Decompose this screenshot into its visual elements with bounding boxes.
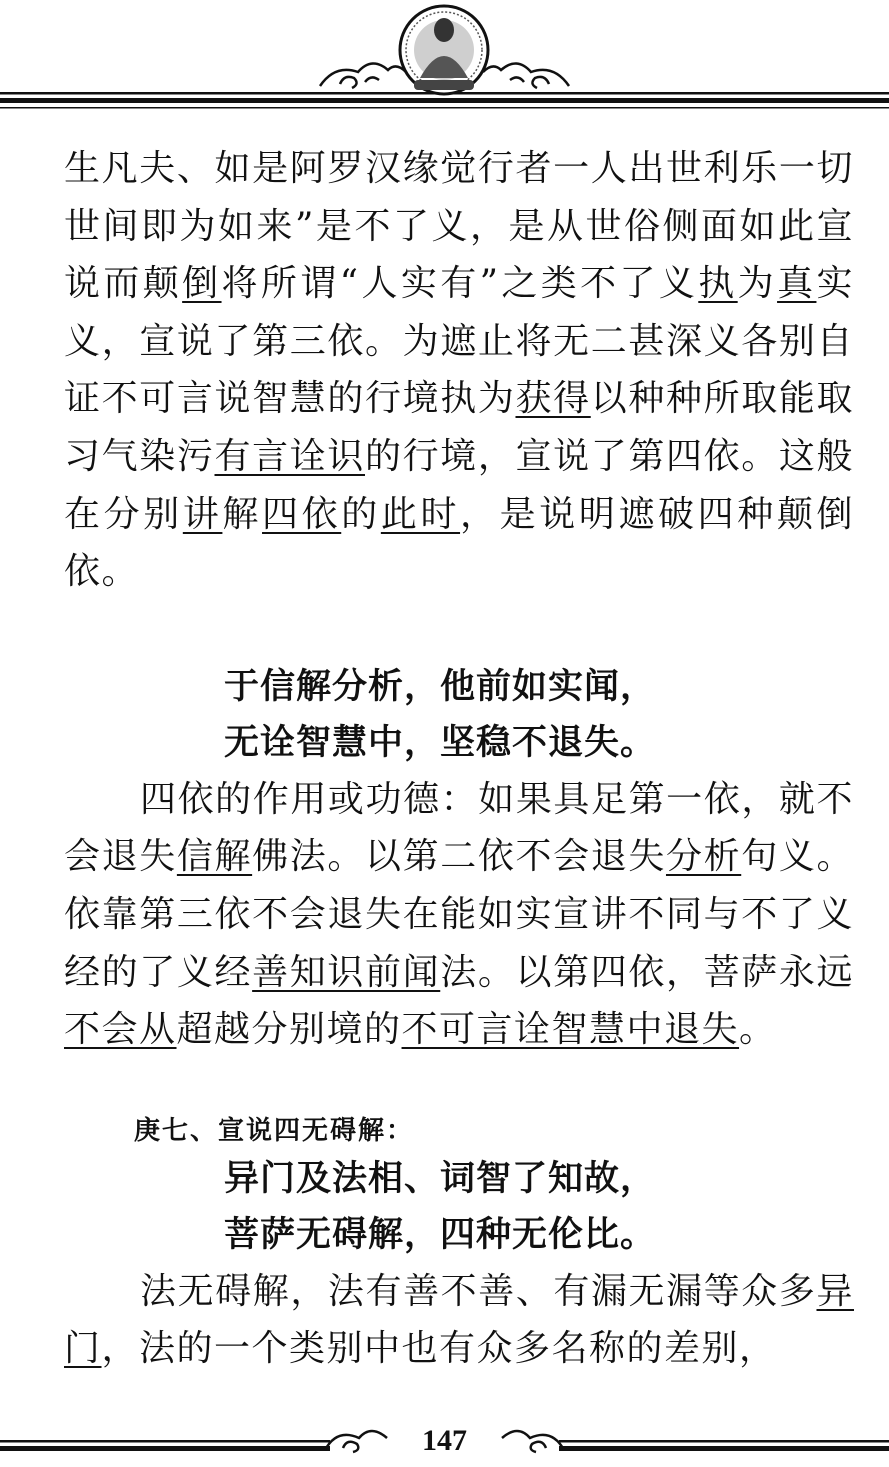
text-run: 句义。依靠第三依不会退失在能如实宣讲不同与不了义经的了义经 [64,836,854,993]
underlined-term: 执 [698,263,738,305]
page-number: 147 [422,1424,467,1457]
underlined-term: 分析 [665,836,742,878]
underlined-term: 善知识前闻 [252,951,441,993]
text-run: ，法的一个类别中也有众多名称的差别， [101,1328,777,1370]
text-run: 的 [341,493,381,535]
text-run: 的行境，宣说了第四依。这般在分别 [64,435,854,535]
verse-line: 无诠智慧中，坚稳不退失。 [224,722,657,763]
cloud-scroll-right-icon [483,63,569,88]
text-run: 以种种所取能取习气染污 [64,378,854,477]
buddha-medallion-icon [400,6,488,94]
underlined-term: 不可言诠智慧中退失 [401,1009,740,1051]
body-paragraph-1 [64,140,854,601]
underlined-term: 有言诠识 [214,435,365,477]
text-run: 四依的作用或功德：如果具足第一依，就不会退失 [64,778,854,878]
underlined-term: 四依 [262,493,342,535]
verse-line: 菩萨无碍解，四种无伦比。 [224,1214,657,1255]
text-run: ，是说明遮破四种颠倒依。 [64,493,854,593]
underlined-term: 此时 [380,493,461,535]
underlined-term: 不会从 [64,1009,177,1051]
text-run: 法。以第四依，菩萨永远 [440,951,854,993]
text-run: 生凡夫、如是阿罗汉缘觉行者一人出世利乐一切世间即为如来”是不了义，是从世俗侧面如此宣说而颠 [64,148,854,305]
text-run: 解 [222,493,263,535]
text-run: 为 [737,263,778,305]
underlined-term: 获得 [515,378,591,420]
text-run: 法无碍解，法有善不善、有漏无漏等众多 [140,1270,817,1312]
underlined-term: 异门 [64,1270,854,1370]
text-run: 佛法。以第二依不会退失 [252,836,666,878]
page-content [64,140,854,1378]
text-run: 超越分别境的 [176,1009,402,1051]
verse-line: 于信解分析，他前如实闻， [224,666,657,707]
verse-line: 异门及法相、词智了知故， [224,1158,657,1199]
underlined-term: 讲 [182,493,223,535]
page-header-ornament [0,0,889,120]
text-run: 将所谓“人实有”之类不了义 [221,263,699,305]
underlined-term: 真 [777,263,817,305]
body-paragraph-2 [64,771,854,1059]
cloud-scroll-left-icon [320,63,406,88]
body-paragraph-3 [64,1263,854,1378]
section-heading: 庚七、宣说四无碍解： [134,1115,415,1146]
underlined-term: 倒 [182,263,222,305]
text-run: 。 [739,1009,777,1051]
text-run: 实义，宣说了第三依。为遮止将无二甚深义各别自证不可言说智慧的行境执为 [64,263,854,420]
underlined-term: 信解 [176,836,253,878]
